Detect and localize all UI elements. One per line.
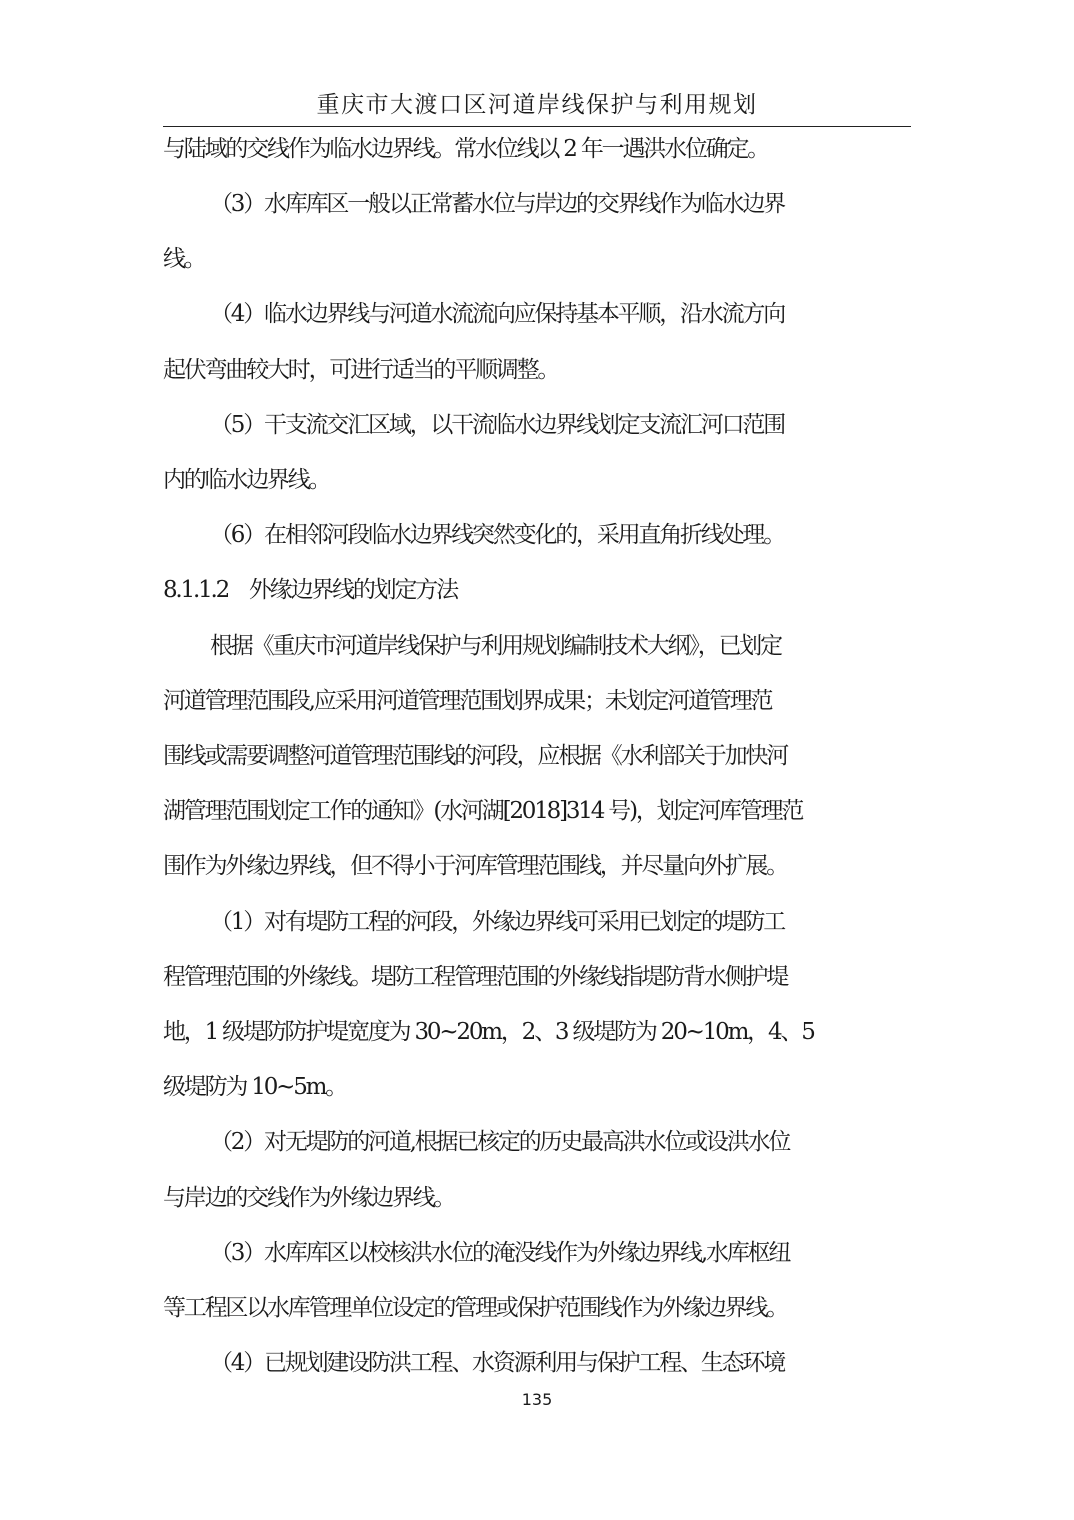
text-line: 河道管理范围段,应采用河道管理范围划界成果；未划定河道管理范 [163, 688, 772, 714]
section-heading: 8.1.1.2 外缘边界线的划定方法 [163, 577, 457, 603]
text-line: （5）干支流交汇区域，以干流临水边界线划定支流汇河口范围 [210, 412, 785, 438]
header-title: 重庆市大渡口区河道岸线保护与利用规划 [316, 92, 758, 118]
text-line: （1）对有堤防工程的河段，外缘边界线可采用已划定的堤防工 [210, 909, 785, 935]
text-line: （2）对无堤防的河道,根据已核定的历史最高洪水位或设洪水位 [210, 1129, 790, 1155]
text-line: 湖管理范围划定工作的通知》(水河湖[2018]314 号)，划定河库管理范 [163, 798, 803, 824]
text-line: 程管理范围的外缘线。堤防工程管理范围的外缘线指堤防背水侧护堤 [163, 964, 788, 990]
text-line: （4）临水边界线与河道水流流向应保持基本平顺，沿水流方向 [210, 301, 785, 327]
text-line: 根据《重庆市河道岸线保护与利用规划编制技术大纲》，已划定 [210, 633, 781, 659]
text-line: 与陆域的交线作为临水边界线。常水位线以 2 年一遇洪水位确定。 [163, 136, 769, 162]
page-header [163, 88, 911, 127]
text-line: （3）水库库区以校核洪水位的淹没线作为外缘边界线,水库枢纽 [210, 1240, 790, 1266]
text-line: 与岸边的交线作为外缘边界线。 [163, 1185, 455, 1211]
text-line: 围线或需要调整河道管理范围线的河段，应根据《水利部关于加快河 [163, 743, 788, 769]
text-line: 地，1 级堤防防护堤宽度为 30~20m，2、3 级堤防为 20~10m，4、5 [163, 1019, 814, 1045]
text-line: 围作为外缘边界线，但不得小于河库管理范围线，并尽量向外扩展。 [163, 853, 788, 879]
text-line: 内的临水边界线。 [163, 467, 330, 493]
text-line: 等工程区以水库管理单位设定的管理或保护范围线作为外缘边界线。 [163, 1295, 788, 1321]
text-line: （6）在相邻河段临水边界线突然变化的，采用直角折线处理。 [210, 522, 785, 548]
text-line: 线。 [163, 246, 205, 272]
text-line: （4）已规划建设防洪工程、水资源利用与保护工程、生态环境 [210, 1350, 785, 1376]
text-line: （3）水库库区一般以正常蓄水位与岸边的交界线作为临水边界 [210, 191, 785, 217]
text-line: 起伏弯曲较大时，可进行适当的平顺调整。 [163, 357, 559, 383]
text-line: 级堤防为 10~5m。 [163, 1074, 347, 1100]
page-number: 135 [521, 1390, 553, 1409]
